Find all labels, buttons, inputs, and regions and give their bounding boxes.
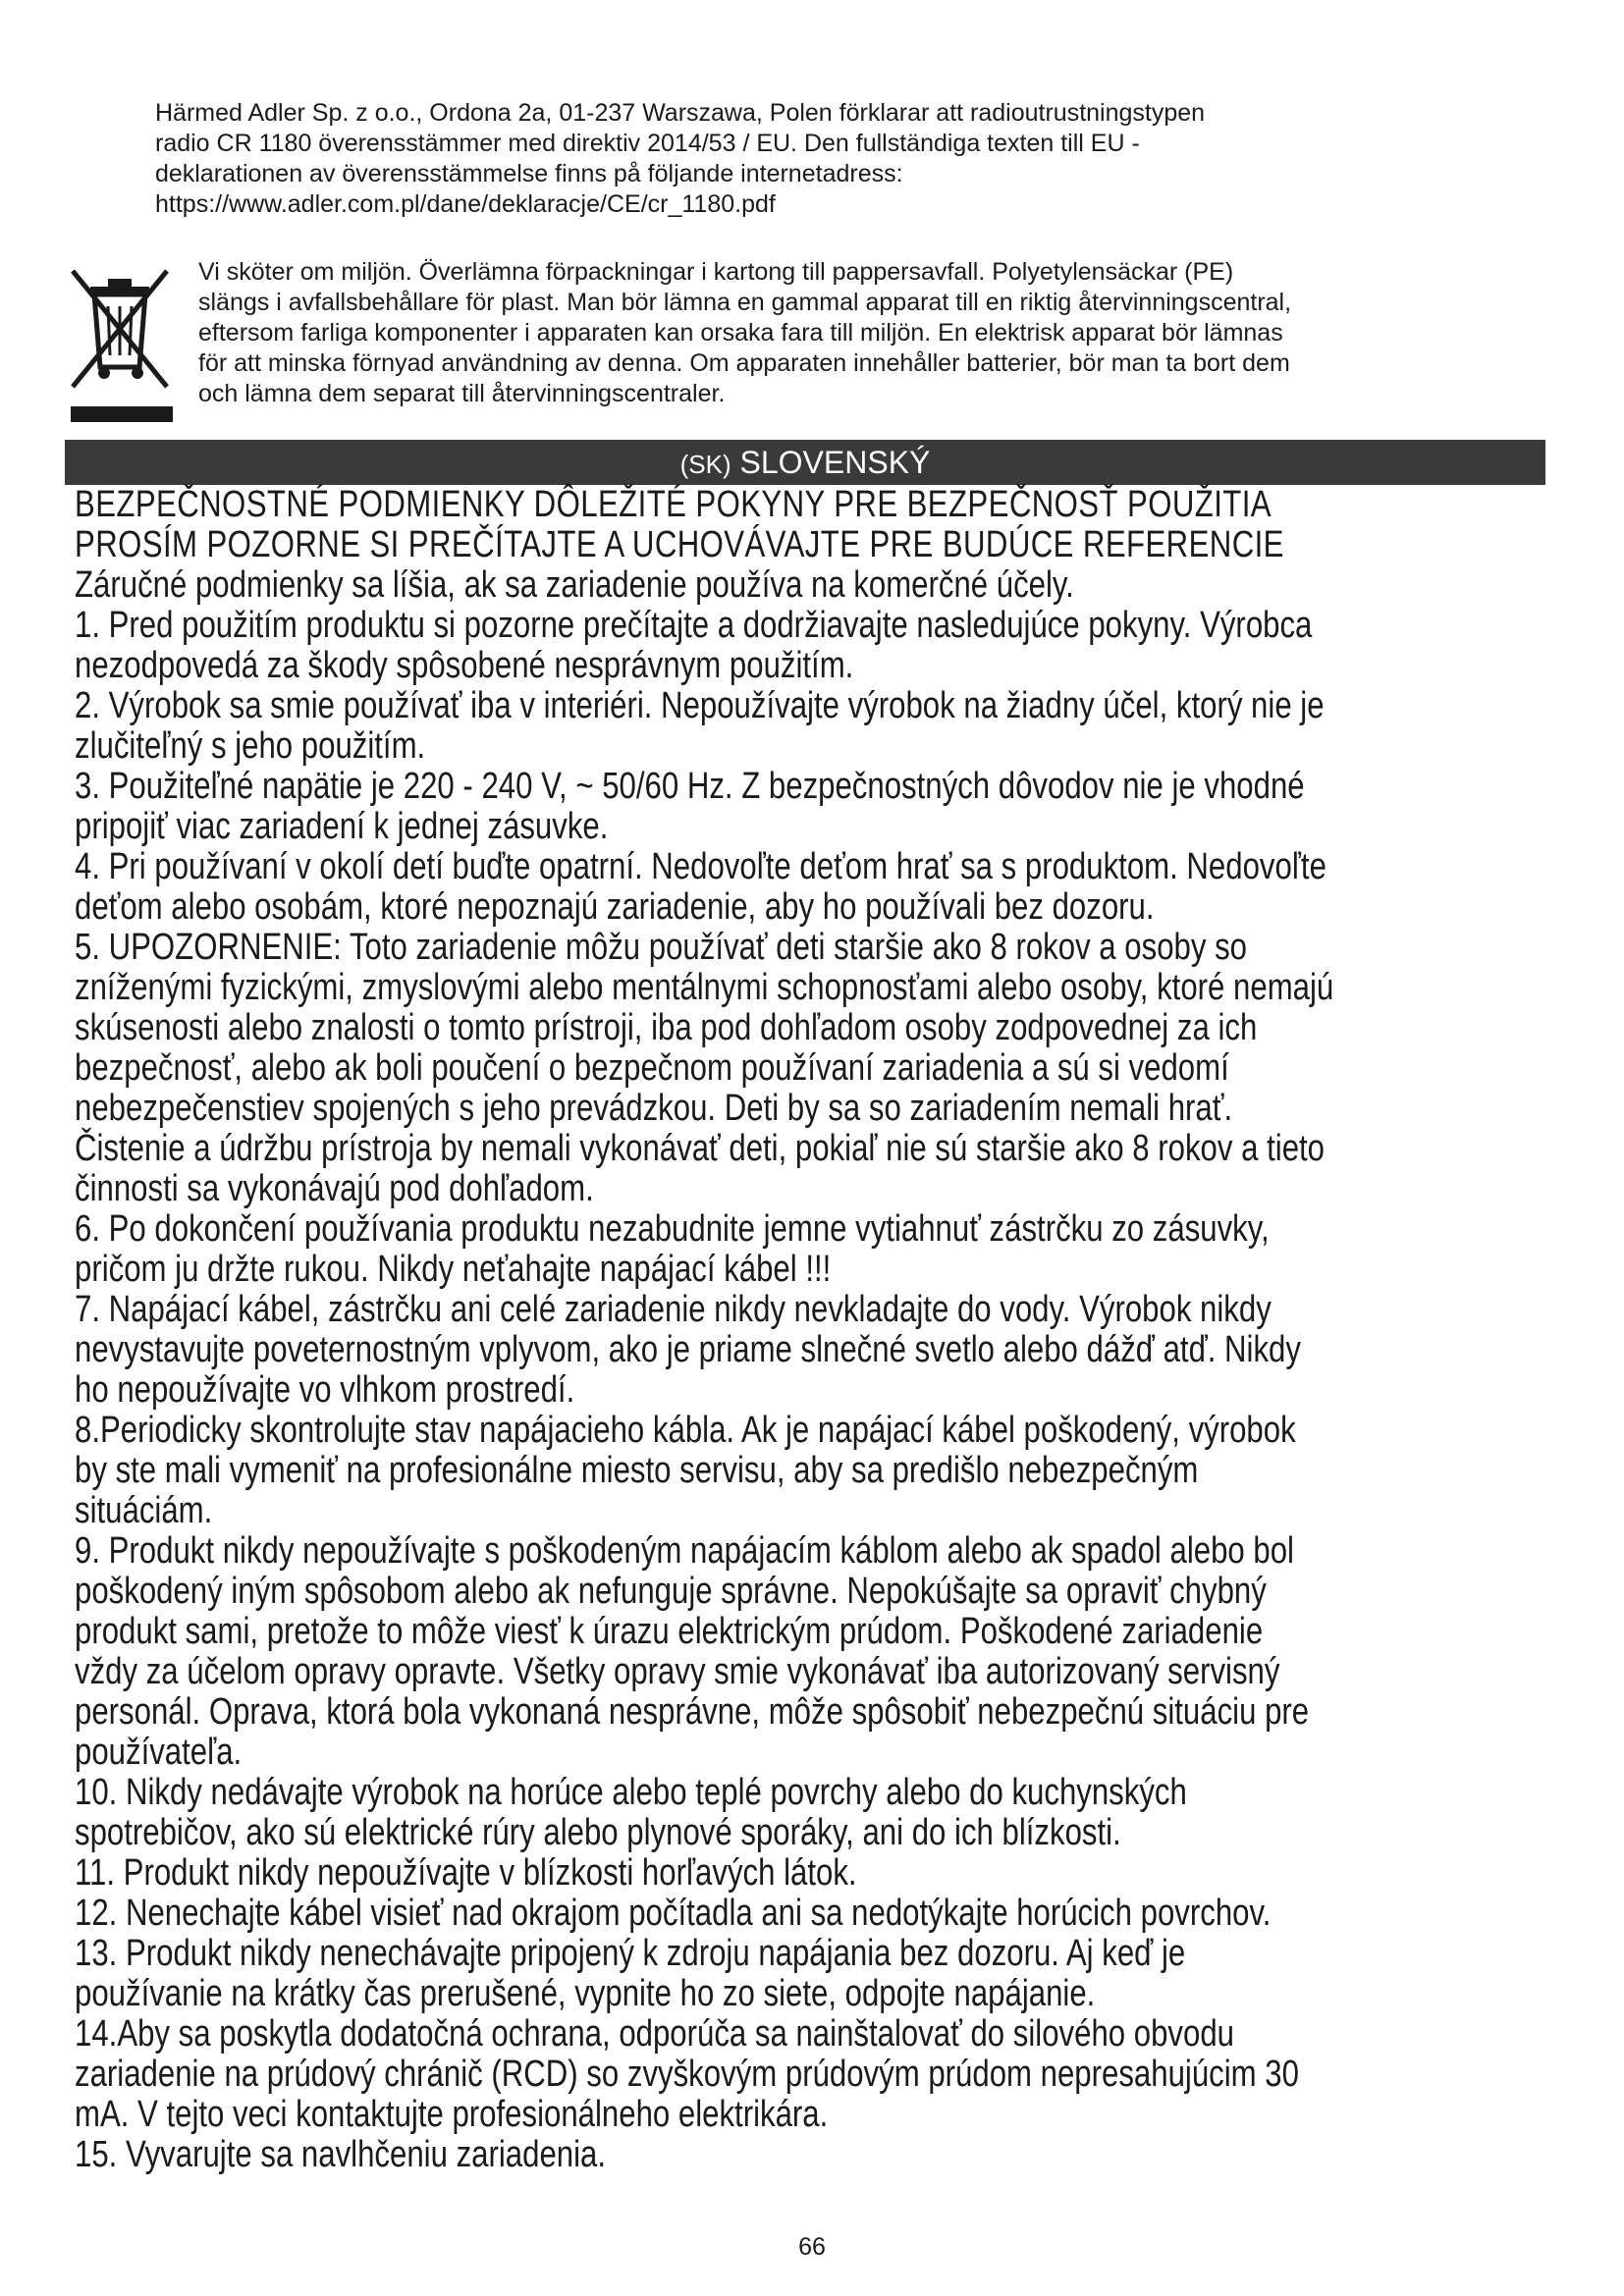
safety-line: Záručné podmienky sa líšia, ak sa zariadenie používa na komerčné účely. — [75, 564, 1074, 606]
safety-line: 15. Vyvarujte sa navlhčeniu zariadenia. — [75, 2134, 607, 2175]
safety-line: pripojiť viac zariadení k jednej zásuvke. — [75, 806, 609, 847]
declaration-url: https://www.adler.com.pl/dane/deklaracje/CE/cr_1180.pdf — [155, 190, 776, 218]
safety-line: poškodený iným spôsobom alebo ak nefunguje správne. Nepokúšajte sa opraviť chybný — [75, 1571, 1267, 1612]
safety-instructions — [75, 485, 1567, 2175]
safety-line: 11. Produkt nikdy nepoužívajte v blízkosti horľavých látok. — [75, 1852, 857, 1894]
safety-line: 3. Použiteľné napätie je 220 - 240 V, ~ 50/60 Hz. Z bezpečnostných dôvodov nie je vhodné — [75, 766, 1305, 807]
safety-line: 10. Nikdy nedávajte výrobok na horúce alebo teplé povrchy alebo do kuchynských — [75, 1772, 1187, 1813]
safety-line: pričom ju držte rukou. Nikdy neťahajte napájací kábel !!! — [75, 1249, 832, 1290]
safety-heading: BEZPEČNOSTNÉ PODMIENKY DÔLEŽITÉ POKYNY PRE BEZPEČNOSŤ POUŽITIA — [75, 484, 1272, 525]
safety-line: zariadenie na prúdový chránič (RCD) so zvyškovým prúdovým prúdom nepresahujúcim 30 — [75, 2054, 1299, 2095]
safety-line: deťom alebo osobám, ktoré nepoznajú zariadenie, aby ho používali bez dozoru. — [75, 886, 1155, 928]
safety-line: 8.Periodicky skontrolujte stav napájacieho kábla. Ak je napájací kábel poškodený, výrobok — [75, 1410, 1296, 1451]
recycling-notice — [69, 257, 1463, 434]
safety-line: zlučiteľný s jeho použitím. — [75, 725, 426, 767]
safety-line: 6. Po dokončení používania produktu nezabudnite jemne vytiahnuť zástrčku zo zásuvky, — [75, 1208, 1270, 1250]
recycling-line: Vi sköter om miljön. Överlämna förpackningar i kartong till pappersavfall. Polyetylensäckar (PE) — [198, 258, 1234, 286]
safety-line: používateľa. — [75, 1732, 243, 1773]
safety-line: 13. Produkt nikdy nenechávajte pripojený k zdroju napájania bez dozoru. Aj keď je — [75, 1933, 1186, 1974]
language-section-header — [65, 440, 1545, 485]
safety-line: 1. Pred použitím produktu si pozorne prečítajte a dodržiavajte nasledujúce pokyny. Výrobca — [75, 605, 1313, 646]
recycling-line: slängs i avfallsbehållare för plast. Man bör lämna en gammal apparat till en riktig återvinningscentral, — [198, 289, 1292, 316]
recycling-line: för att minska förnyad användning av denna. Om apparaten innehåller batterier, bör man ta bort dem — [198, 349, 1290, 377]
safety-line: 5. UPOZORNENIE: Toto zariadenie môžu používať deti staršie ako 8 rokov a osoby so — [75, 927, 1248, 968]
safety-line: zníženými fyzickými, zmyslovými alebo mentálnymi schopnosťami alebo osoby, ktoré nemajú — [75, 967, 1334, 1008]
declaration-line: deklarationen av överensstämmelse finns på följande internetadress: — [155, 160, 903, 187]
recycling-line: eftersom farliga komponenter i apparaten kan orsaka fara till miljön. En elektrisk apparat bör lämnas — [198, 319, 1283, 347]
safety-line: činnosti sa vykonávajú pod dohľadom. — [75, 1168, 594, 1209]
declaration-line: Härmed Adler Sp. z o.o., Ordona 2a, 01-237 Warszawa, Polen förklarar att radioutrustningstypen — [155, 99, 1206, 127]
recycling-text — [132, 257, 1487, 409]
safety-line: nebezpečenstiev spojených s jeho prevádzkou. Deti by sa so zariadením nemali hrať. — [75, 1088, 1233, 1129]
language-title: SLOVENSKÝ — [739, 445, 931, 480]
declaration-line: radio CR 1180 överensstämmer med direktiv 2014/53 / EU. Den fullständiga texten till EU - — [155, 130, 1140, 157]
safety-line: bezpečnosť, alebo ak boli poučení o bezpečnom používaní zariadenia a sú si vedomí — [75, 1047, 1229, 1089]
safety-line: používanie na krátky čas prerušené, vypnite ho zo siete, odpojte napájanie. — [75, 1973, 1096, 2014]
safety-line: 2. Výrobok sa smie používať iba v interiéri. Nepoužívajte výrobok na žiadny účel, ktorý nie je — [75, 685, 1325, 726]
eu-declaration — [155, 98, 1461, 220]
safety-line: 14.Aby sa poskytla dodatočná ochrana, odporúča sa nainštalovať do silového obvodu — [75, 2013, 1234, 2055]
safety-line: by ste mali vymeniť na profesionálne miesto servisu, aby sa predišlo nebezpečným — [75, 1450, 1199, 1491]
safety-line: nezodpovedá za škody spôsobené nesprávnym použitím. — [75, 645, 854, 686]
safety-line: skúsenosti alebo znalosti o tomto prístroji, iba pod dohľadom osoby zodpovednej za ich — [75, 1007, 1258, 1048]
safety-line: Čistenie a údržbu prístroja by nemali vykonávať deti, pokiaľ nie sú staršie ako 8 rokov a tieto — [75, 1128, 1326, 1169]
safety-line: produkt sami, pretože to môže viesť k úrazu elektrickým prúdom. Poškodené zariadenie — [75, 1611, 1264, 1652]
safety-line: 9. Produkt nikdy nepoužívajte s poškodeným napájacím káblom alebo ak spadol alebo bol — [75, 1530, 1294, 1572]
safety-line: spotrebičov, ako sú elektrické rúry alebo plynové sporáky, ani do ich blízkosti. — [75, 1812, 1121, 1853]
safety-line: 7. Napájací kábel, zástrčku ani celé zariadenie nikdy nevkladajte do vody. Výrobok nikdy — [75, 1289, 1272, 1330]
safety-line: personál. Oprava, ktorá bola vykonaná nesprávne, môže spôsobiť nebezpečnú situáciu pre — [75, 1691, 1310, 1733]
safety-line: vždy za účelom opravy opravte. Všetky opravy smie vykonávať iba autorizovaný servisný — [75, 1651, 1280, 1692]
safety-line: mA. V tejto veci kontaktujte profesionálneho elektrikára. — [75, 2094, 829, 2135]
safety-line: nevystavujte poveternostným vplyvom, ako je priame slnečné svetlo alebo dážď atď. Nikdy — [75, 1329, 1301, 1370]
page-number: 66 — [798, 2233, 826, 2261]
safety-line: 12. Nenechajte kábel visieť nad okrajom počítadla ani sa nedotýkajte horúcich povrchov. — [75, 1893, 1272, 1934]
safety-line: situáciám. — [75, 1490, 213, 1531]
safety-subheading: PROSÍM POZORNE SI PREČÍTAJTE A UCHOVÁVAJTE PRE BUDÚCE REFERENCIE — [75, 524, 1284, 565]
language-code: (SK) — [679, 450, 731, 479]
recycling-line: och lämna dem separat till återvinningscentraler. — [198, 380, 726, 407]
safety-line: ho nepoužívajte vo vlhkom prostredí. — [75, 1369, 575, 1411]
safety-line: 4. Pri používaní v okolí detí buďte opatrní. Nedovoľte deťom hrať sa s produktom. Nedovoľte — [75, 846, 1326, 887]
